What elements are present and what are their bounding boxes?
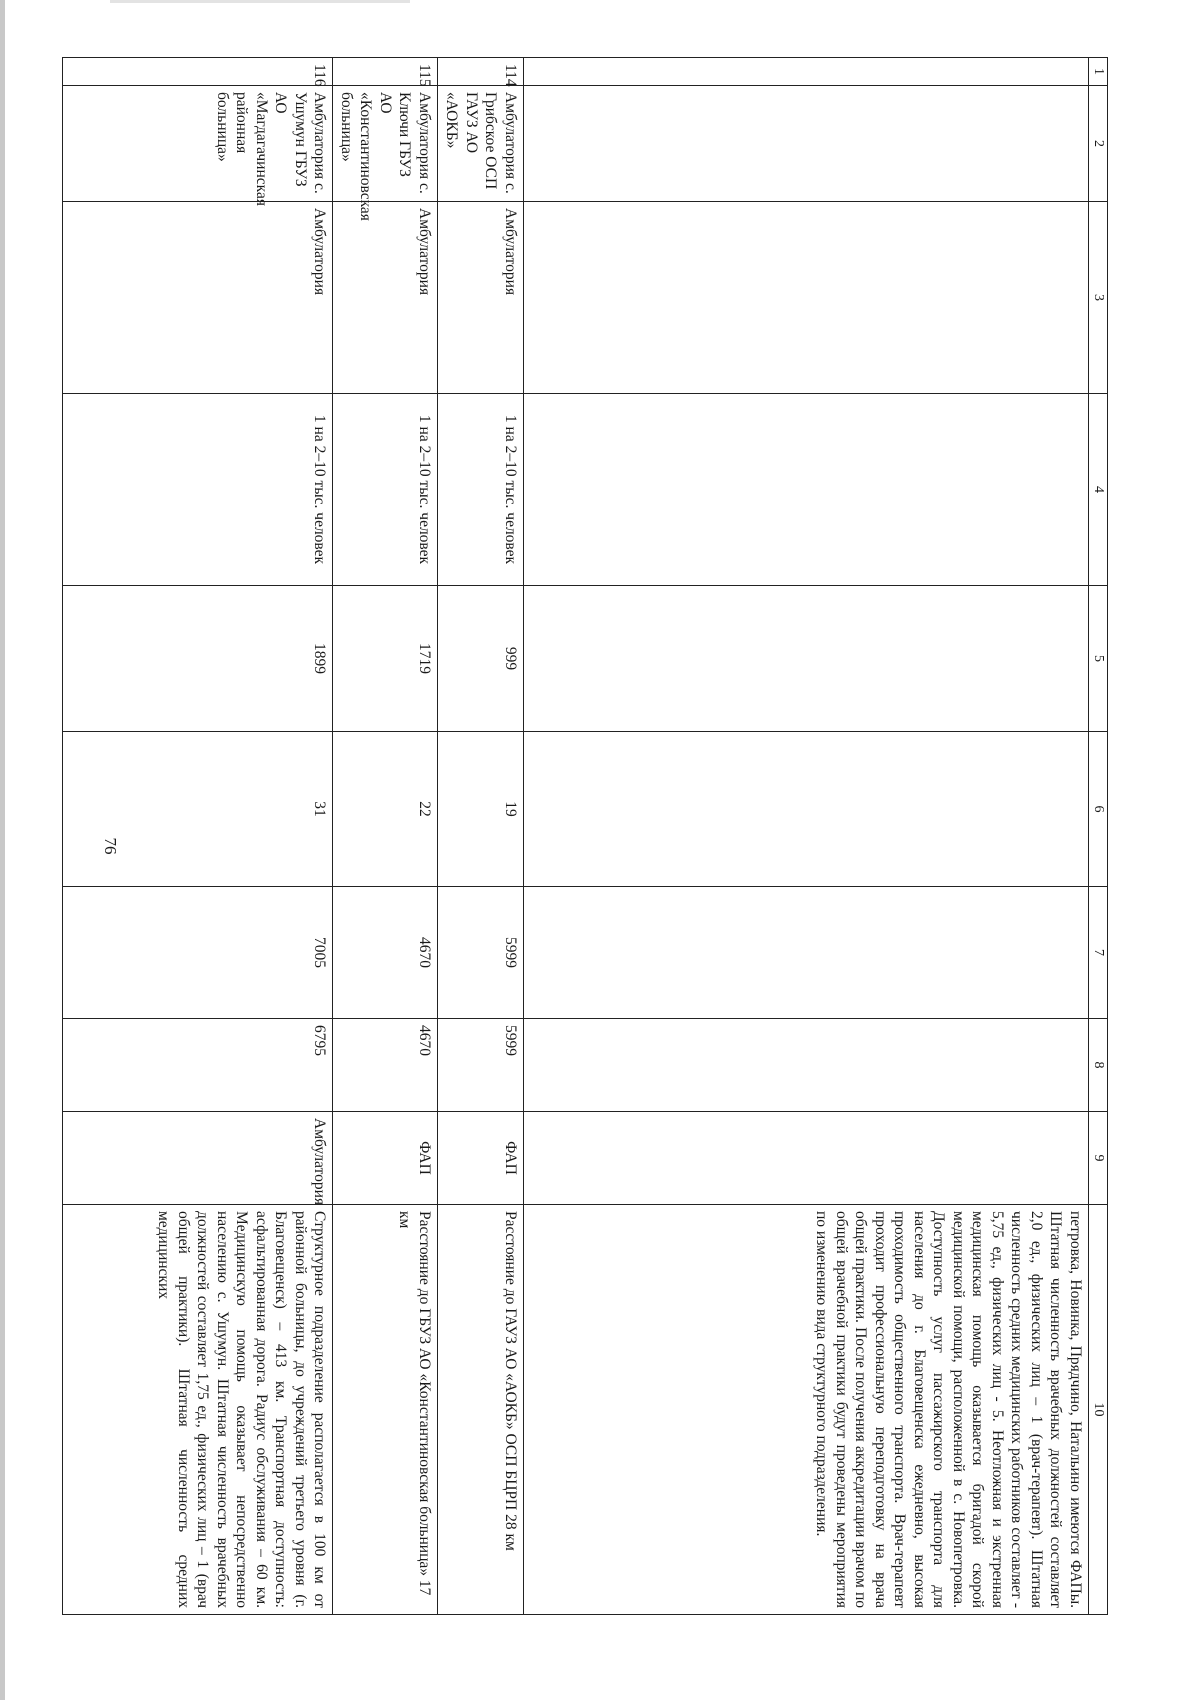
norm: 1 на 2–10 тыс. человек <box>333 394 438 586</box>
norm: 1 на 2–10 тыс. человек <box>438 394 524 586</box>
col10-note: Расстояние до ГАУЗ АО «АОКБ» ОСП БЦРП 28 км <box>438 1205 524 1615</box>
empty-cell <box>524 732 1089 887</box>
col7-value: 4670 <box>333 887 438 1019</box>
col6-value: 22 <box>333 732 438 887</box>
scan-left-edge <box>0 0 5 1700</box>
col8-value: 6795 <box>63 1019 333 1112</box>
continuation-text: петровка, Новинка, Прядчино, Натальино имеются ФАПы. Штатная численность врачебных должностей составляет 2,0 ед., физических лиц – 1 (врач-терапевт). Штатная численность средних медицинских работников составляет - 5,75 ед., физических лиц - 5. Неотложная и экстренная медицинская помощь оказывается бригадой скорой медицинской помощи, расположенной в с. Новопетровка. Доступность услуг пассажирского транспорта для населения до г. Благовещенска ежедневно, высокая проходимость общественного транспорта. Врач-терапевт проходит профессиональную переподготовку на врача общей практики. После получения аккредитации врачом по общей врачебной практики будут проведены мероприятия по изменению вида структурного подразделения. <box>524 1205 1089 1615</box>
col8-value: 4670 <box>333 1019 438 1112</box>
col10-note: Расстояние до ГБУЗ АО «Константиновская больница» 17 км <box>333 1205 438 1615</box>
data-table <box>63 57 1109 1615</box>
empty-cell <box>524 1019 1089 1112</box>
col-num-4: 4 <box>1089 394 1108 586</box>
empty-cell <box>524 86 1089 202</box>
col10-note: Структурное подразделение располагается в 100 км от районной больницы, до учреждений третьего уровня (г. Благовещенск) – 413 км. Транспортная доступность: асфальтированная дорога. Радиус обслуживания – 60 км. Медицинскую помощь оказывает непосредственно населению с. Ушумун. Штатная численность врачебных должностей составляет 1,75 ед., физических лиц – 1 (врач общей практики). Штатная численность средних медицинских <box>63 1205 333 1615</box>
col7-value: 5999 <box>438 887 524 1019</box>
rotated-table-wrapper <box>155 57 1108 1614</box>
facility-type: Амбулатория <box>333 202 438 394</box>
column-number-row <box>1089 58 1108 1615</box>
col8-value: 5999 <box>438 1019 524 1112</box>
empty-cell <box>524 586 1089 732</box>
table-row <box>438 58 524 1615</box>
row-number: 114 <box>438 58 524 86</box>
row-number: 115 <box>333 58 438 86</box>
col-num-5: 5 <box>1089 586 1108 732</box>
empty-cell <box>524 58 1089 86</box>
col-num-8: 8 <box>1089 1019 1108 1112</box>
empty-cell <box>524 1112 1089 1205</box>
col-num-2: 2 <box>1089 86 1108 202</box>
scan-top-artifact <box>110 0 410 3</box>
col-num-9: 9 <box>1089 1112 1108 1205</box>
col6-value: 19 <box>438 732 524 887</box>
col-num-7: 7 <box>1089 887 1108 1019</box>
row-number: 116 <box>63 58 333 86</box>
table-row-continuation <box>524 58 1089 1615</box>
col5-value: 1719 <box>333 586 438 732</box>
col-num-3: 3 <box>1089 202 1108 394</box>
col5-value: 1899 <box>63 586 333 732</box>
col9-value: ФАП <box>438 1112 524 1205</box>
col9-value: Амбулатория <box>63 1112 333 1205</box>
col6-value: 31 <box>63 732 333 887</box>
page-number: 76 <box>101 837 120 855</box>
facility-name: Амбулатория с. Ушумун ГБУЗ АО «Магдагачинская районная больница» <box>63 86 333 202</box>
col7-value: 7005 <box>63 887 333 1019</box>
col9-value: ФАП <box>333 1112 438 1205</box>
norm: 1 на 2–10 тыс. человек <box>63 394 333 586</box>
col-num-6: 6 <box>1089 732 1108 887</box>
col5-value: 999 <box>438 586 524 732</box>
col-num-1: 1 <box>1089 58 1108 86</box>
col-num-10: 10 <box>1089 1205 1108 1615</box>
facility-name: Амбулатория с. Ключи ГБУЗ АО «Константиновская больница» <box>333 86 438 202</box>
empty-cell <box>524 202 1089 394</box>
table-row <box>333 58 438 1615</box>
facility-type: Амбулатория <box>438 202 524 394</box>
empty-cell <box>524 887 1089 1019</box>
table-row <box>63 58 333 1615</box>
facility-name: Амбулатория с. Грибское ОСП ГАУЗ АО «АОКБ» <box>438 86 524 202</box>
empty-cell <box>524 394 1089 586</box>
facility-type: Амбулатория <box>63 202 333 394</box>
